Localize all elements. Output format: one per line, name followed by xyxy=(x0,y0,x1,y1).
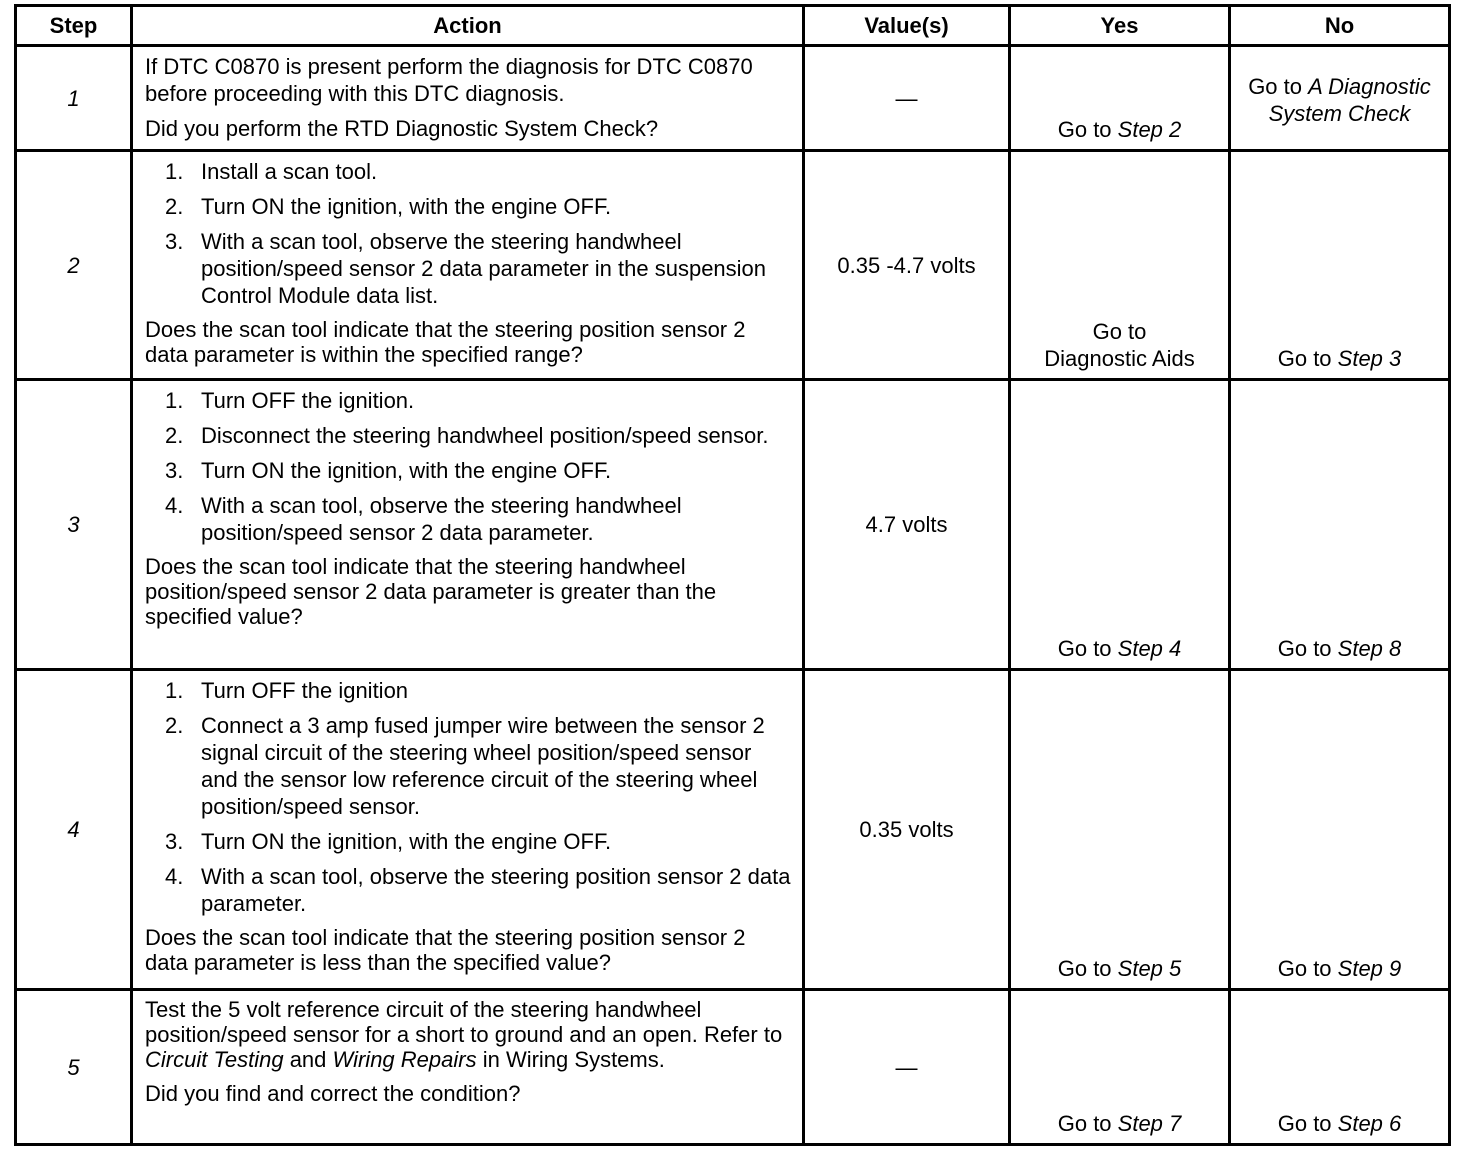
substep: 2. Connect a 3 amp fused jumper wire between the sensor 2 signal circuit of the steering wheel position/speed sensor and the sensor low reference circuit of the steering wheel position/speed sensor. xyxy=(165,713,765,819)
yes-link[interactable]: Step 2 xyxy=(1117,117,1182,142)
yes-cell[interactable] xyxy=(1010,46,1230,151)
substep: 4. With a scan tool, observe the steering handwheel position/speed sensor 2 data parameter. xyxy=(165,493,682,545)
header-values: Value(s) xyxy=(804,6,1010,46)
no-prefix: Go to xyxy=(1248,74,1309,99)
value-cell: 4.7 volts xyxy=(804,380,1010,670)
substep: 1. Turn OFF the ignition xyxy=(165,678,409,703)
substep-list xyxy=(145,387,792,546)
substep: 3. Turn ON the ignition, with the engine OFF. xyxy=(165,458,612,483)
substep: 1. Install a scan tool. xyxy=(165,159,378,184)
substep: 4. With a scan tool, observe the steering position sensor 2 data parameter. xyxy=(165,864,791,916)
header-no: No xyxy=(1230,6,1450,46)
action-question: Does the scan tool indicate that the steering position sensor 2 data parameter is less than the specified value? xyxy=(145,925,746,975)
action-cell xyxy=(132,670,804,990)
no-prefix: Go to xyxy=(1277,1111,1338,1136)
action-text: Test the 5 volt reference circuit of the steering handwheel position/speed sensor for a short to ground and an open. Refer to Circuit Testing and Wiring Repairs in Wiring Systems. xyxy=(145,997,783,1072)
header-step: Step xyxy=(16,6,132,46)
step-number: 5 xyxy=(16,990,132,1145)
value-cell: — xyxy=(804,990,1010,1145)
no-link[interactable]: A Diagnostic System Check xyxy=(1268,74,1431,126)
step-number: 4 xyxy=(16,670,132,990)
yes-link[interactable]: Diagnostic Aids xyxy=(1044,346,1195,371)
yes-prefix: Go to xyxy=(1057,1111,1118,1136)
action-cell xyxy=(132,990,804,1145)
yes-link[interactable]: Step 4 xyxy=(1117,636,1182,661)
no-cell[interactable] xyxy=(1230,380,1450,670)
table-row xyxy=(16,990,1450,1145)
no-link[interactable]: Step 3 xyxy=(1337,346,1402,371)
action-question: Does the scan tool indicate that the steering handwheel position/speed sensor 2 data parameter is greater than the specified value? xyxy=(145,554,717,629)
substep: 2. Turn ON the ignition, with the engine OFF. xyxy=(165,194,612,219)
substep: 1. Turn OFF the ignition. xyxy=(165,388,415,413)
yes-prefix: Go to xyxy=(1057,636,1118,661)
action-question: Does the scan tool indicate that the steering position sensor 2 data parameter is within the specified range? xyxy=(145,317,746,367)
table-row xyxy=(16,151,1450,380)
no-prefix: Go to xyxy=(1277,636,1338,661)
substep-list xyxy=(145,158,792,309)
value-cell: 0.35 -4.7 volts xyxy=(804,151,1010,380)
no-cell[interactable] xyxy=(1230,46,1450,151)
action-cell xyxy=(132,151,804,380)
no-cell[interactable] xyxy=(1230,990,1450,1145)
substep-list xyxy=(145,677,792,917)
wiring-repairs-ref[interactable]: Wiring Repairs xyxy=(332,1047,477,1072)
diagnostic-table xyxy=(14,4,1451,1146)
yes-link[interactable]: Step 7 xyxy=(1117,1111,1182,1136)
yes-cell[interactable] xyxy=(1010,990,1230,1145)
action-text: If DTC C0870 is present perform the diagnosis for DTC C0870 before proceeding with this DTC diagnosis. xyxy=(145,54,753,106)
no-cell[interactable] xyxy=(1230,670,1450,990)
table-row xyxy=(16,380,1450,670)
substep: 3. With a scan tool, observe the steering handwheel position/speed sensor 2 data parameter in the suspension Control Module data list. xyxy=(165,229,767,308)
substep: 2. Disconnect the steering handwheel position/speed sensor. xyxy=(165,423,769,448)
header-row xyxy=(16,6,1450,46)
no-cell[interactable] xyxy=(1230,151,1450,380)
step-number: 2 xyxy=(16,151,132,380)
no-prefix: Go to xyxy=(1277,956,1338,981)
yes-cell[interactable] xyxy=(1010,151,1230,380)
value-cell: 0.35 volts xyxy=(804,670,1010,990)
step-number: 1 xyxy=(16,46,132,151)
substep: 3. Turn ON the ignition, with the engine OFF. xyxy=(165,829,612,854)
yes-prefix: Go to xyxy=(1057,956,1118,981)
yes-cell[interactable] xyxy=(1010,380,1230,670)
no-link[interactable]: Step 9 xyxy=(1337,956,1402,981)
step-number: 3 xyxy=(16,380,132,670)
table-row xyxy=(16,46,1450,151)
yes-prefix: Go to xyxy=(1092,319,1147,344)
circuit-testing-ref[interactable]: Circuit Testing xyxy=(145,1047,284,1072)
action-question: Did you find and correct the condition? xyxy=(145,1081,521,1106)
header-action: Action xyxy=(132,6,804,46)
value-cell: — xyxy=(804,46,1010,151)
action-cell xyxy=(132,380,804,670)
action-cell xyxy=(132,46,804,151)
no-link[interactable]: Step 6 xyxy=(1337,1111,1402,1136)
yes-cell[interactable] xyxy=(1010,670,1230,990)
action-question: Did you perform the RTD Diagnostic System Check? xyxy=(145,116,659,141)
yes-link[interactable]: Step 5 xyxy=(1117,956,1182,981)
no-link[interactable]: Step 8 xyxy=(1337,636,1402,661)
yes-prefix: Go to xyxy=(1057,117,1118,142)
table-row xyxy=(16,670,1450,990)
no-prefix: Go to xyxy=(1277,346,1338,371)
header-yes: Yes xyxy=(1010,6,1230,46)
